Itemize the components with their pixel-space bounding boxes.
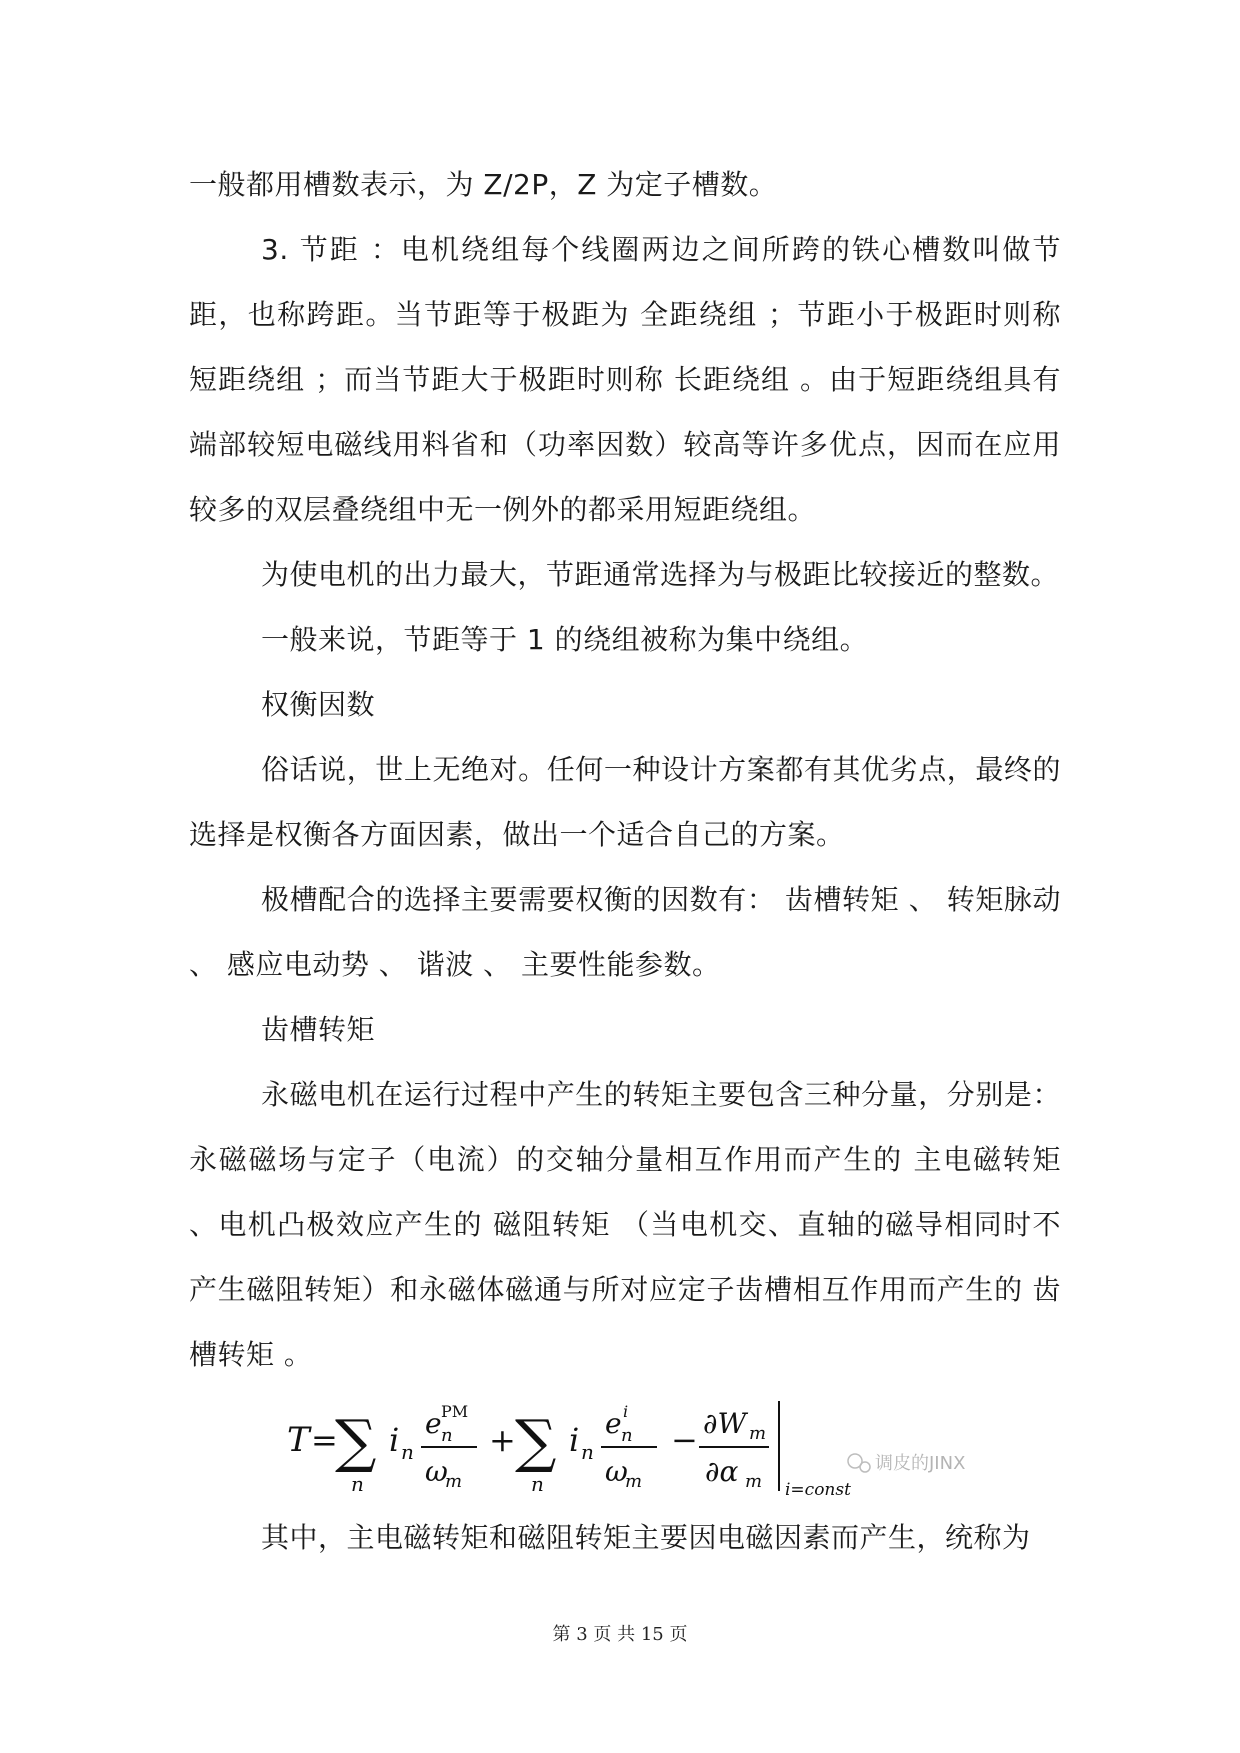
eq-term2-num-sup: i (623, 1402, 629, 1421)
eq-term1-num: e (425, 1407, 442, 1440)
paragraph-concentrated-winding: 一般来说，节距等于 1 的绕组被称为集中绕组。 (261, 623, 869, 656)
eq-term2-num-sub: n (621, 1425, 633, 1446)
eq-term2-i: i (569, 1421, 580, 1459)
eq-term1-den-sub: m (445, 1471, 463, 1492)
eq-sum-2: ∑ (515, 1407, 557, 1475)
eq-term2-i-sub: n (581, 1440, 594, 1464)
page-footer: 第 3 页 共 15 页 (552, 1624, 688, 1645)
eq-sum-2-index: n (531, 1472, 544, 1496)
eq-term1-i-sub: n (401, 1440, 414, 1464)
eq-term1-den: ω (425, 1455, 448, 1488)
eq-term2-den-sub: m (625, 1471, 643, 1492)
paragraph-final: 其中，主电磁转矩和磁阻转矩主要因电磁因素而产生，统称为 (261, 1521, 1031, 1554)
paragraph-pitch-definition: 3. 节距 ：电机绕组每个线圈两边之间所跨的铁心槽数叫做节距，也称跨距。当节距等于极距为 全距绕组 ；节距小于极距时则称 短距绕组 ；而当节距大于极距时则称 长距绕组 。由于短距绕组具有端部较短电磁线用料省和（功率因数）较高等许多优点，因而在应用较多的双层叠绕组中无一例外的都采用短距绕组。 (189, 233, 1061, 526)
eq-plus: + (489, 1421, 516, 1459)
paragraph-torque-components: 永磁电机在运行过程中产生的转矩主要包含三种分量，分别是：永磁磁场与定子（电流）的交轴分量相互作用而产生的 主电磁转矩 、电机凸极效应产生的 磁阻转矩 （当电机交、直轴的磁导相同时不产生磁阻转矩）和永磁体磁通与所对应定子齿槽相互作用而产生的 齿槽转矩 。 (189, 1078, 1061, 1371)
eq-term3-den-sub: m (745, 1471, 763, 1492)
eq-term3-num-sub: m (749, 1423, 767, 1444)
section-heading-tradeoff: 权衡因数 (261, 688, 376, 721)
paragraph-continuation: 一般都用槽数表示，为 Z/2P，Z 为定子槽数。 (189, 168, 778, 201)
eq-minus: − (671, 1421, 698, 1459)
eq-term1-i: i (389, 1421, 400, 1459)
eq-term3-num: ∂W (703, 1407, 747, 1440)
eq-term2-den: ω (605, 1455, 628, 1488)
eq-term2-num: e (605, 1407, 622, 1440)
paragraph-tradeoff: 俗话说，世上无绝对。任何一种设计方案都有其优劣点，最终的选择是权衡各方面因素，做出一个适合自己的方案。 (189, 753, 1061, 851)
eq-term1-num-sub: n (441, 1425, 453, 1446)
eq-term3-den: ∂α (705, 1455, 739, 1488)
page-body (189, 152, 1061, 1570)
torque-equation (189, 1387, 1061, 1505)
paragraph-pitch-choice: 为使电机的出力最大，节距通常选择为与极距比较接近的整数。 (261, 558, 1060, 591)
eq-term1-num-sup: PM (441, 1402, 469, 1421)
watermark-text: 调皮的JINX (875, 1453, 966, 1474)
eq-sum-1: ∑ (335, 1407, 377, 1475)
eq-eval-sub: i=const (785, 1480, 851, 1500)
eq-lhs: T (287, 1420, 310, 1460)
watermark (848, 1453, 965, 1474)
eq-sum-1-index: n (351, 1472, 364, 1496)
paragraph-tradeoff-factors: 极槽配合的选择主要需要权衡的因数有： 齿槽转矩 、 转矩脉动 、 感应电动势 、 谐波 、 主要性能参数。 (189, 883, 1061, 981)
torque-equation-svg (189, 1387, 1061, 1505)
section-heading-cogging-torque: 齿槽转矩 (261, 1013, 376, 1046)
eq-equals: = (311, 1421, 338, 1459)
